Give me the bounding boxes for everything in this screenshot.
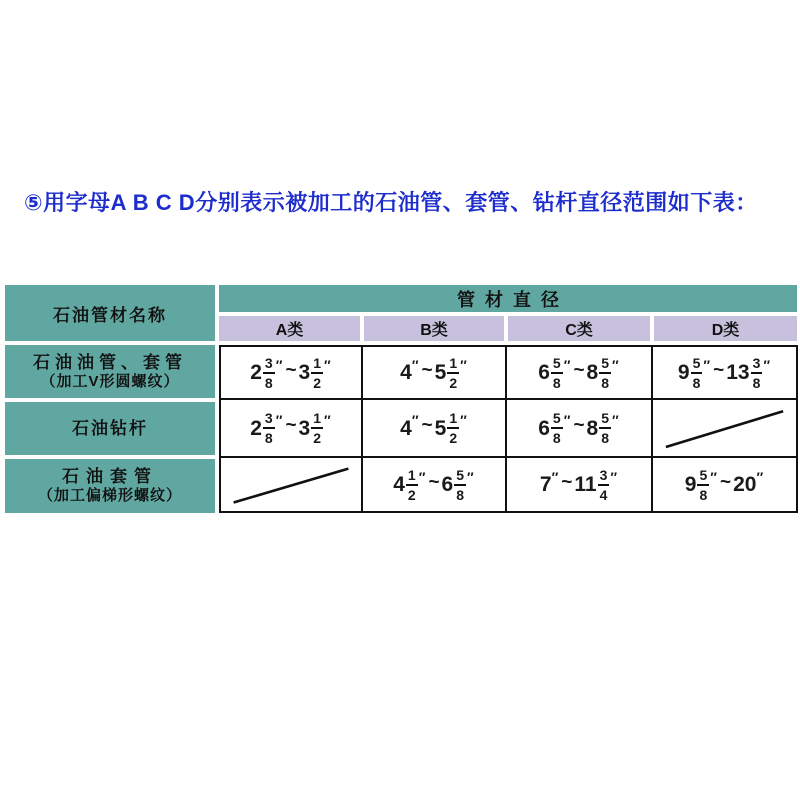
fraction: $\frac{1}{2}$ — [313, 410, 322, 446]
inch-mark: ″ — [460, 356, 467, 373]
inch-mark: ″ — [324, 356, 331, 373]
range-tilde: ~ — [285, 359, 297, 381]
inch-mark: ″ — [460, 412, 467, 428]
inch-mark: ″ — [763, 356, 771, 373]
diameter-range-value — [250, 411, 332, 445]
range-tilde: ~ — [428, 471, 440, 493]
inch-mark: ″ — [612, 356, 619, 373]
diameter-range-value — [538, 411, 620, 445]
range-tilde: ~ — [561, 471, 573, 493]
class-header-label: B类 — [420, 322, 448, 339]
fraction: $\frac{3}{8}$ — [264, 410, 273, 446]
fraction: $\frac{3}{8}$ — [264, 354, 273, 391]
inch-mark: ″ — [563, 412, 571, 428]
row-name-label: 石油油管、套管 — [33, 352, 187, 372]
diameter-range-value — [538, 356, 620, 390]
inch-mark: ″ — [710, 468, 717, 485]
whole-number: 3 — [298, 361, 311, 384]
row-name-cell — [5, 402, 215, 455]
fraction: $\frac{3}{4}$ — [599, 466, 608, 503]
whole-number: 8 — [586, 416, 599, 440]
whole-number: 9 — [684, 473, 697, 496]
range-tilde: ~ — [720, 471, 732, 493]
fraction: $\frac{3}{8}$ — [752, 354, 761, 391]
fraction: $\frac{5}{8}$ — [552, 354, 561, 391]
data-grid — [219, 345, 798, 513]
fraction: $\frac{5}{8}$ — [456, 466, 465, 503]
page-title: ⑤用字母A B C D分别表示被加工的石油管、套管、钻杆直径范围如下表： — [24, 190, 758, 215]
whole-number: 6 — [538, 361, 550, 384]
fraction: $\frac{5}{8}$ — [699, 466, 708, 503]
whole-number: 8 — [586, 361, 599, 384]
data-cell-r1-A类 — [221, 347, 363, 400]
data-cell-r3-C类 — [507, 458, 653, 511]
diameter-range-value — [685, 468, 764, 502]
table-diameter-header-label: 管材直径 — [457, 289, 569, 310]
whole-number: 4 — [400, 361, 412, 384]
whole-number: 3 — [298, 416, 311, 440]
table-diameter-header-cell — [219, 285, 797, 312]
data-cell-r3-B类 — [363, 458, 507, 511]
class-header-cell-D类 — [654, 316, 797, 341]
whole-number: 13 — [726, 361, 750, 384]
diameter-range-value — [400, 411, 468, 445]
whole-number: 5 — [434, 361, 447, 384]
fraction: $\frac{5}{8}$ — [692, 354, 701, 391]
fraction: $\frac{5}{8}$ — [601, 410, 610, 446]
row-name-cell — [5, 345, 215, 398]
fraction: $\frac{1}{2}$ — [313, 354, 322, 391]
data-cell-r3-D类 — [653, 458, 796, 511]
inch-mark: ″ — [551, 468, 559, 485]
diameter-range-value — [250, 356, 332, 390]
whole-number: 20 — [733, 473, 757, 496]
fraction: $\frac{5}{8}$ — [552, 410, 561, 446]
whole-number: 4 — [393, 473, 405, 496]
inch-mark: ″ — [411, 412, 419, 428]
table-name-header-label: 石油管材名称 — [53, 305, 167, 325]
inch-mark: ″ — [411, 356, 419, 373]
inch-mark: ″ — [418, 468, 426, 485]
range-tilde: ~ — [573, 359, 585, 381]
diameter-range-value — [393, 468, 475, 502]
fraction: $\frac{1}{2}$ — [449, 410, 458, 446]
class-header-cell-C类 — [508, 316, 650, 341]
class-header-label: A类 — [275, 322, 304, 339]
inch-mark: ″ — [275, 412, 283, 428]
whole-number: 7 — [539, 473, 552, 496]
inch-mark: ″ — [610, 468, 618, 485]
row-name-label: 石油钻杆 — [72, 418, 148, 438]
range-tilde: ~ — [573, 415, 585, 436]
inch-mark: ″ — [703, 356, 711, 373]
fraction: $\frac{5}{8}$ — [601, 354, 610, 391]
table-name-header-cell — [5, 285, 215, 341]
range-tilde: ~ — [421, 359, 433, 381]
data-cell-r2-B类 — [363, 400, 507, 458]
data-cell-r1-B类 — [363, 347, 507, 400]
data-cell-r1-D类 — [653, 347, 796, 400]
range-tilde: ~ — [285, 415, 297, 436]
whole-number: 11 — [574, 473, 597, 496]
inch-mark: ″ — [612, 412, 619, 428]
na-diagonal-line — [221, 458, 361, 511]
range-tilde: ~ — [421, 415, 433, 436]
class-header-cell-B类 — [364, 316, 504, 341]
row-name-label: 石油套管 — [62, 467, 158, 486]
whole-number: 2 — [250, 416, 262, 440]
inch-mark: ″ — [467, 468, 474, 485]
data-cell-r1-C类 — [507, 347, 653, 400]
whole-number: 4 — [400, 416, 412, 440]
inch-mark: ″ — [275, 356, 283, 373]
inch-mark: ″ — [756, 468, 764, 485]
fraction: $\frac{1}{2}$ — [449, 354, 458, 391]
whole-number: 5 — [434, 416, 447, 440]
whole-number: 2 — [250, 361, 262, 384]
row-name-cell — [5, 459, 215, 513]
diameter-range-value — [540, 468, 618, 502]
class-header-cell-A类 — [219, 316, 360, 341]
range-tilde: ~ — [713, 359, 725, 381]
class-header-label: D类 — [711, 322, 740, 339]
whole-number: 6 — [441, 473, 454, 496]
row-name-sublabel: （加工偏梯形螺纹） — [37, 487, 182, 505]
na-diagonal-line — [653, 400, 796, 456]
class-header-label: C类 — [565, 322, 593, 339]
whole-number: 9 — [677, 361, 690, 384]
diameter-range-value — [400, 356, 468, 390]
data-cell-r3-A类 — [221, 458, 363, 511]
inch-mark: ″ — [324, 412, 331, 428]
diameter-range-value — [678, 356, 771, 390]
data-cell-r2-C类 — [507, 400, 653, 458]
fraction: $\frac{1}{2}$ — [407, 466, 416, 503]
inch-mark: ″ — [563, 356, 571, 373]
whole-number: 6 — [538, 416, 550, 440]
row-name-sublabel: （加工V形圆螺纹） — [40, 372, 180, 390]
data-cell-r2-A类 — [221, 400, 363, 458]
data-cell-r2-D类 — [653, 400, 796, 458]
